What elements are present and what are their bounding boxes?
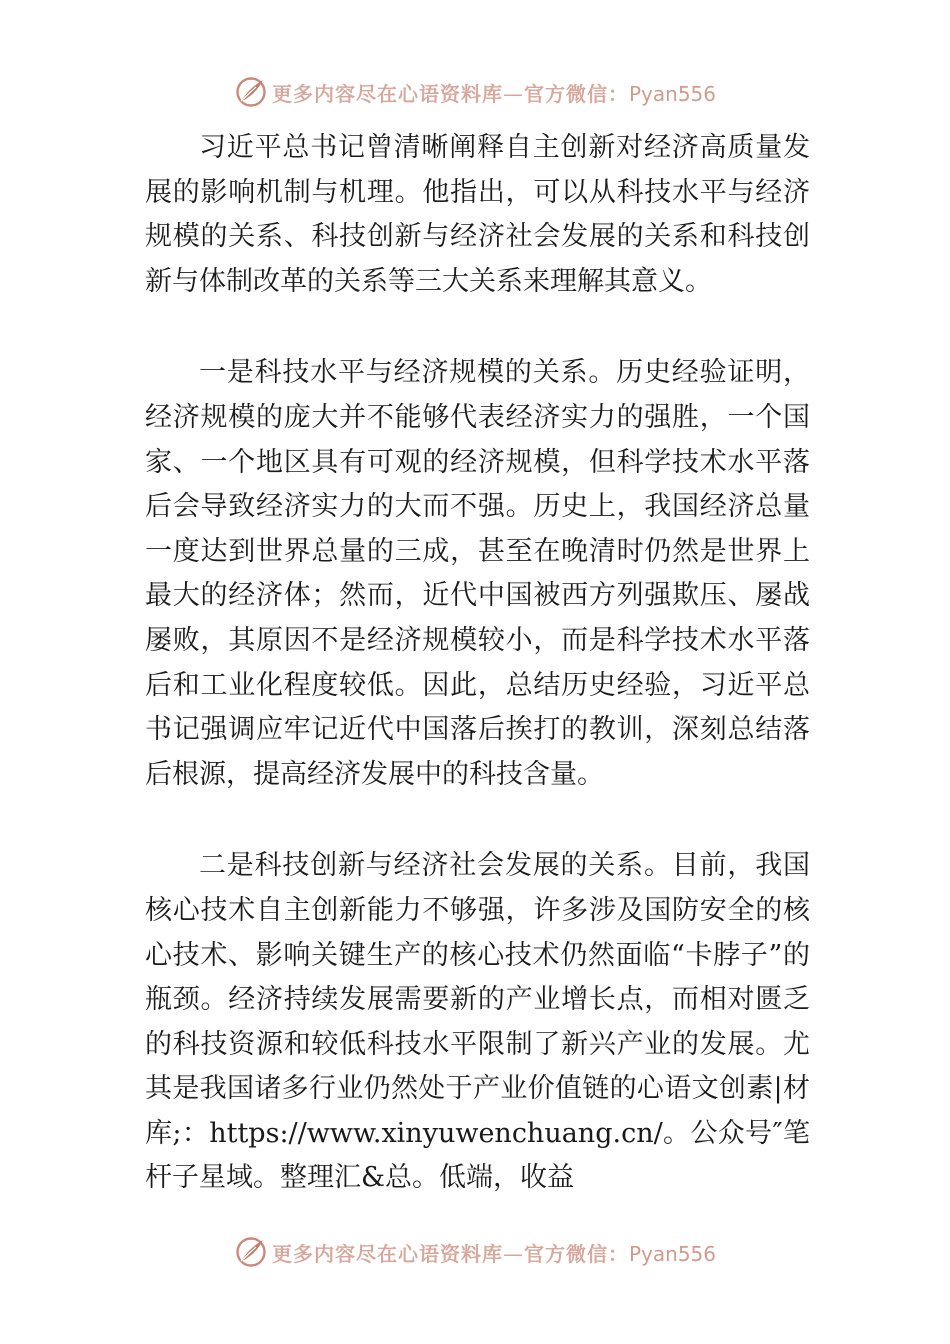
watermark-separator: —	[502, 81, 524, 106]
footer-watermark	[0, 1230, 950, 1274]
header-watermark	[0, 70, 950, 114]
paragraph-intro: 习近平总书记曾清晰阐释自主创新对经济高质量发展的影响机制与机理。他指出，可以从科技水平与经济规模的关系、科技创新与经济社会发展的关系和科技创新与体制改革的关系等三大关系来理解其意义。	[145, 132, 810, 297]
paragraph-two: 二是科技创新与经济社会发展的关系。目前，我国核心技术自主创新能力不够强，许多涉及国防安全的核心技术、影响关键生产的核心技术仍然面临“卡脖子”的瓶颈。经济持续发展需要新的产业增长点，而相对匮乏的科技资源和较低科技水平限制了新兴产业的发展。尤其是我国诸多行业仍然处于产业价值链的心语文创素|材库;：https://www.xinyuwenchuang.cn/。公众号″笔杆子星域。整理汇&总。低端，收益	[145, 850, 810, 1194]
paragraph-one: 一是科技水平与经济规模的关系。历史经验证明，经济规模的庞大并不能够代表经济实力的强胜，一个国家、一个地区具有可观的经济规模，但科学技术水平落后会导致经济实力的大而不强。历史上，我国经济总量一度达到世界总量的三成，甚至在晚清时仍然是世界上最大的经济体；然而，近代中国被西方列强欺压、屡战屡败，其原因不是经济规模较小，而是科学技术水平落后和工业化程度较低。因此，总结历史经验，习近平总书记强调应牢记近代中国落后挨打的教训，深刻总结落后根源，提高经济发展中的科技含量。	[145, 357, 810, 790]
feather-quill-icon	[234, 75, 268, 109]
watermark-wechat-id: Pyan556	[628, 81, 716, 106]
document-body	[145, 126, 810, 1248]
watermark-wechat-id: Pyan556	[628, 1241, 716, 1266]
feather-quill-icon	[234, 1235, 268, 1269]
watermark-separator: —	[502, 1241, 524, 1266]
watermark-text	[272, 1238, 716, 1267]
watermark-title: 更多内容尽在心语资料库	[271, 1241, 503, 1266]
watermark-text	[272, 78, 716, 107]
watermark-title: 更多内容尽在心语资料库	[271, 81, 503, 106]
watermark-wechat-label: 官方微信：	[523, 1241, 629, 1266]
watermark-wechat-label: 官方微信：	[523, 81, 629, 106]
